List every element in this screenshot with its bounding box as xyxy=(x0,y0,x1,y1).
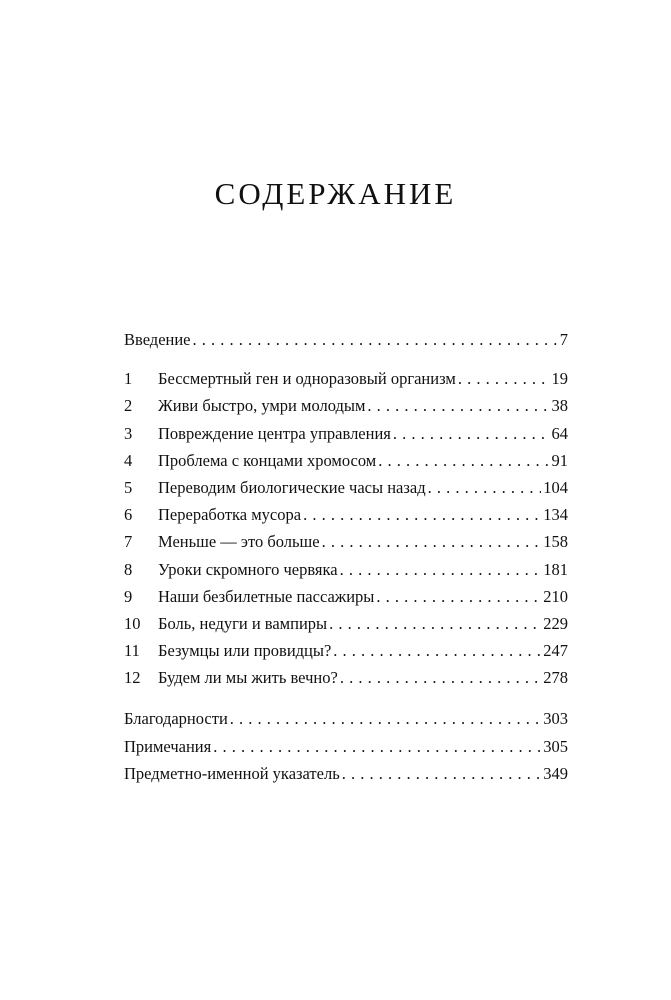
toc-entry-label: Наши безбилетные пассажиры xyxy=(158,586,375,606)
toc-entry-page: 104 xyxy=(543,477,568,497)
chapter-number: 8 xyxy=(124,559,133,579)
toc-entry-chapter-8[interactable] xyxy=(124,560,568,587)
toc-entry-chapter-10[interactable] xyxy=(124,614,568,641)
toc-entry-chapter-7[interactable] xyxy=(124,532,568,559)
dot-leader xyxy=(230,709,541,729)
toc-entry-page: 64 xyxy=(551,423,568,443)
dot-leader xyxy=(367,396,549,416)
toc-entry-label: Проблема с концами хромосом xyxy=(158,450,377,470)
chapter-number: 2 xyxy=(124,396,133,416)
dot-leader xyxy=(193,330,558,350)
chapter-number: 11 xyxy=(124,641,140,661)
toc-entry-label: Благодарности xyxy=(124,709,228,729)
dot-leader xyxy=(342,764,542,784)
toc-entry-page: 19 xyxy=(551,369,568,389)
dot-leader xyxy=(322,532,542,552)
toc-entry-label: Переработка мусора xyxy=(158,505,302,525)
dot-leader xyxy=(376,587,541,607)
toc-entry-page: 303 xyxy=(543,709,568,729)
toc-entry-label: Введение xyxy=(124,330,191,349)
toc-entry-page: 158 xyxy=(543,532,568,552)
toc-entry-label: Безумцы или провидцы? xyxy=(158,641,332,661)
toc-entry-label: Предметно-именной указатель xyxy=(124,763,340,783)
toc-entry-label: Боль, недуги и вампиры xyxy=(158,613,328,633)
chapter-number: 10 xyxy=(124,613,141,633)
toc-entry-label: Переводим биологические часы назад xyxy=(158,477,426,497)
toc-entry-chapter-2[interactable] xyxy=(124,396,568,423)
toc-entry-notes[interactable] xyxy=(124,737,568,764)
toc-entry-chapter-6[interactable] xyxy=(124,505,568,532)
dot-leader xyxy=(329,614,541,634)
toc-entry-label: Живи быстро, умри молодым xyxy=(158,396,366,416)
dot-leader xyxy=(340,560,542,580)
toc-entry-chapter-3[interactable] xyxy=(124,424,568,451)
toc-entry-page: 7 xyxy=(559,330,568,349)
toc-entry-index[interactable] xyxy=(124,764,568,791)
toc-entry-chapter-5[interactable] xyxy=(124,478,568,505)
toc-entry-page: 134 xyxy=(543,505,568,525)
toc-entry-page: 181 xyxy=(543,559,568,579)
toc-entry-intro[interactable] xyxy=(124,330,568,357)
chapter-number: 9 xyxy=(124,586,133,606)
dot-leader xyxy=(333,641,541,661)
toc-entry-label: Меньше — это больше xyxy=(158,532,320,552)
chapter-number: 1 xyxy=(124,369,133,389)
dot-leader xyxy=(458,369,550,389)
toc-entry-chapter-12[interactable] xyxy=(124,668,568,695)
toc-entry-page: 305 xyxy=(543,736,568,756)
toc-entry-page: 91 xyxy=(551,450,568,470)
toc-entry-page: 229 xyxy=(543,613,568,633)
toc-entry-chapter-11[interactable] xyxy=(124,641,568,668)
toc-entry-acknowledgements[interactable] xyxy=(124,709,568,736)
dot-leader xyxy=(428,478,542,498)
page-title: СОДЕРЖАНИЕ xyxy=(214,176,457,211)
chapter-number: 4 xyxy=(124,450,133,470)
chapter-number: 3 xyxy=(124,423,133,443)
toc-entry-label: Бессмертный ген и одноразовый организм xyxy=(158,369,456,389)
chapter-number: 6 xyxy=(124,505,133,525)
table-of-contents xyxy=(124,330,568,791)
toc-entry-label: Уроки скромного червяка xyxy=(158,559,338,579)
dot-leader xyxy=(393,424,550,444)
toc-entry-chapter-9[interactable] xyxy=(124,587,568,614)
toc-entry-page: 210 xyxy=(543,586,568,606)
toc-entry-page: 247 xyxy=(543,641,568,661)
toc-entry-chapter-1[interactable] xyxy=(124,369,568,396)
toc-entry-page: 278 xyxy=(543,668,568,688)
toc-entry-page: 38 xyxy=(551,396,568,416)
chapter-number: 7 xyxy=(124,532,133,552)
toc-entry-page: 349 xyxy=(543,763,568,783)
dot-leader xyxy=(303,505,541,525)
toc-entry-label: Повреждение центра управления xyxy=(158,423,391,443)
chapter-number: 12 xyxy=(124,668,141,688)
chapter-number: 5 xyxy=(124,477,133,497)
toc-entry-label: Примечания xyxy=(124,736,212,756)
dot-leader xyxy=(340,668,541,688)
dot-leader xyxy=(378,451,549,471)
toc-entry-chapter-4[interactable] xyxy=(124,451,568,478)
toc-entry-label: Будем ли мы жить вечно? xyxy=(158,668,338,688)
dot-leader xyxy=(213,737,541,757)
